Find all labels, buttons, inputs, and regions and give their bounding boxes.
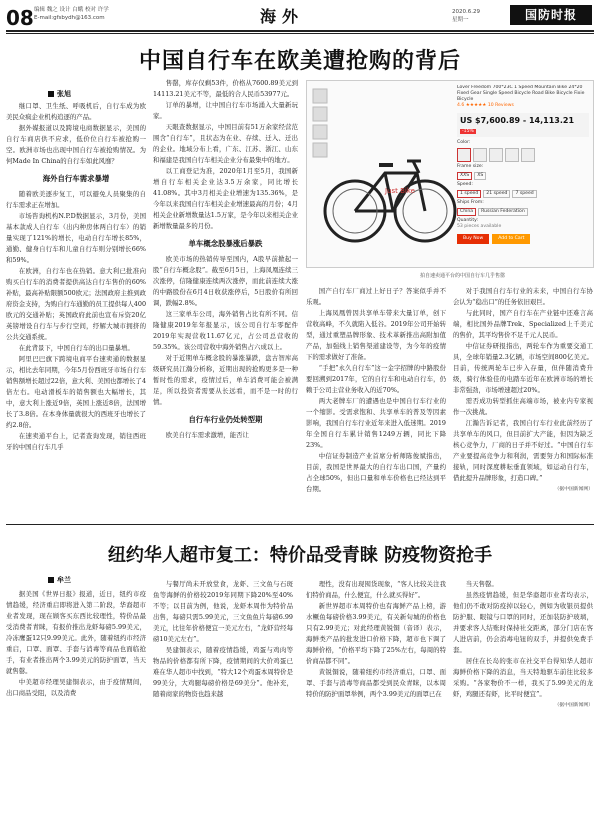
article1-headline: 中国自行车在欧美遭抢购的背后 bbox=[138, 49, 461, 74]
speed-option[interactable]: 1 speed bbox=[457, 190, 481, 198]
byline-square-icon bbox=[48, 577, 54, 583]
paragraph: 新世界超市本周特价也有海鲜产品上榜，游水鳜鱼每磅价格3.99美元，有关新旬城的价格也只有2.99美元；对此经理黄锐铜（音译）表示，海鲜类产品的批发进口价格下降，超市也下调了海鲜价格，“价格平均下降了25%左右，每周的特价商品都不同”。 bbox=[306, 602, 446, 665]
article1-column-3 bbox=[306, 286, 446, 518]
author-name: 牟兰 bbox=[57, 576, 71, 584]
weekday-line: 星期一 bbox=[452, 17, 469, 23]
paragraph: 天眼查数据显示，中国目前有51万余家经营范围含“自行车”，且状态为在业、存续、迁入、迁出的企业。地域分布上看，广东、江苏、浙江、山东和福建是我国自行车相关企业分布最集中的地方。 bbox=[153, 123, 298, 164]
paragraph: 订单的暴增，让中国自行车市场涌入大量新玩家。 bbox=[153, 101, 298, 120]
frame-size-label: Frame size: bbox=[457, 164, 484, 169]
ship-option[interactable]: China bbox=[457, 208, 476, 216]
issue-date bbox=[452, 8, 480, 24]
paragraph: 据外媒报道以及跨境电商数据显示，美国的自行车商店供不应求，低价位自行车被抢购一空。欧洲市场也出现中国自行车被抢购情况。为何Made In China的自行车如此风靡？ bbox=[6, 124, 146, 165]
article-divider bbox=[6, 524, 594, 525]
page-number: 08 bbox=[6, 6, 34, 30]
paragraph: 中信证券制造产业首席分析师陈俊斌指出，目前，我国是世界最大的自行车出口国，产量约占全球50%，但出口量和单车价格也已经达到平台期。 bbox=[306, 452, 446, 493]
paragraph: 吴建铜表示，随着疫情趋缓，鸡蛋与鸡肉等物品的价格都有所下降，疫情期间的大价鸡蛋已难在华人超市中找到，“特大12个鸡蛋本周特价是99美分，大鸡腿每磅价格是69美分”。他补充，随着商家的物资也趋来越 bbox=[153, 646, 293, 698]
listing-title: Lover Freedom 700*23C 1 Speed Mountain Bike 24*20 Fixed Gear Single Speed Bicycle Road Bike Bicycle Fixie Bicycle bbox=[457, 85, 585, 102]
article2-column-3 bbox=[306, 579, 446, 821]
editor-email: E-mail:gfsbydh@163.com bbox=[34, 15, 105, 21]
paragraph: 理性，没有出现囤货现象，“客人比较关注我们特价商品，什么便宜，什么就买得好”。 bbox=[306, 580, 446, 599]
article1-column-1 bbox=[6, 101, 146, 518]
quantity-label: Quantity: bbox=[457, 218, 479, 223]
paragraph: “手把”永久自行车”这一金字招牌的中路股份要回溯到2017年，它的自行车和电动自行车，仍赖于公司主营业务收入的近70%。 bbox=[306, 364, 446, 394]
subheading: 自行车行业仍处转型期 bbox=[188, 415, 263, 424]
header-rule-thin bbox=[6, 33, 594, 34]
section-title: 海外 bbox=[260, 7, 305, 26]
article1-byline bbox=[48, 89, 71, 99]
paragraph: 这三家单车公司，海外销售占比有所不同。信隆健康2019年年报显示，该公司自行车零配件2019年实现营收11.67亿元，占公司总营收的59.35%。该公司营收中海外销售占六成以上。 bbox=[153, 310, 298, 351]
subheading: 海外自行车需求暴增 bbox=[42, 174, 110, 183]
paragraph: 中信证券研报指出，两轮车作为重要交通工具，全球年销量2.3亿辆，市场空间800亿美元。目前，传统两轮车已步入存量，但伴随消费升级，骑行体验佳的电踏车近年在欧洲市场的增长非常强劲，市场增速超过20%。 bbox=[453, 342, 593, 394]
source-credit: （据中国新闻网） bbox=[554, 703, 593, 708]
article1-column-4 bbox=[453, 286, 593, 518]
color-swatch[interactable] bbox=[489, 148, 503, 162]
paragraph: 虽然疫情趋缓，但是华裔超市业者均表示，他们仍不敢对防疫掉以轻心，例如为收银员提供防护服、眼镜与口罩的同时，还加装防护玻璃，并要求客人结账时保持社交距离，部分门店在客人进店前，仍会消毒电钮的双手，并提供免费手套。 bbox=[453, 591, 593, 654]
size-option[interactable]: XS bbox=[474, 172, 486, 180]
availability-text: 53 pieces available bbox=[457, 224, 502, 229]
paragraph: 在速卖通平台上，记者查询发现，销往西班牙的中国自行车几乎 bbox=[6, 432, 146, 451]
size-option[interactable]: XXS bbox=[457, 172, 472, 180]
paragraph: 欧美市场的热销传导至国内，A股早前掀起一股“自行车概念股”。截至6月5日，上海凤凰连续三次涨停，信隆健康连续两次涨停，而此前连续大涨的中路股份在6月4日收获涨停后，5日股价有所回调，跌幅2.8%。 bbox=[153, 255, 298, 307]
paragraph: 国产自行车厂商过上好日子？答案似乎并不乐观。 bbox=[306, 287, 446, 306]
date-line: 2020.6.29 bbox=[452, 9, 480, 15]
buy-now-button[interactable]: Buy Now bbox=[457, 234, 489, 244]
discount-badge: -15% bbox=[462, 129, 474, 134]
paragraph: 两大老牌车厂的遭遇也是中国自行车行业的一个缩影。受需求饱和、共享单车的普及等因素影响，我国自行车行业近年来进入低迷期。2019年全国自行车累计销售1249万辆，同比下降23%。 bbox=[306, 397, 446, 449]
masthead bbox=[0, 0, 600, 34]
product-screenshot bbox=[306, 80, 594, 268]
article1-column-2 bbox=[153, 78, 298, 518]
paragraph: 上海凤凰曾因共享单车带来大量订单，创下营收高峰，不久就陷入低谷。2019年公司开始转型，通过重塑品牌形象、技术革新推出高附加值产品，加强线上销售渠道建设等，为今年的疫情下的需求做好了准备。 bbox=[306, 309, 446, 361]
article2-byline bbox=[48, 575, 71, 585]
article2-column-4 bbox=[453, 579, 593, 821]
paragraph: 江瀚告诉记者，我国自行车行业此前经历了共享单车的风口，但目前扩大产能，但因为缺乏核心竞争力，厂商的日子并不好过。“中国自行车产业要提高竞争力和利润，需要努力和国际标准接轨，同时深度耕耘垂直领域，如运动自行车，借此提升品牌形象，打造口碑。” bbox=[453, 419, 593, 482]
ships-from-label: Ships From: bbox=[457, 200, 484, 205]
byline-square-icon bbox=[48, 91, 54, 97]
add-to-cart-button[interactable]: Add to Cart bbox=[492, 234, 530, 244]
paragraph: 需否成功转型抓住高端市场，被业内专家视作一次挑战。 bbox=[453, 397, 593, 416]
color-swatch[interactable] bbox=[457, 148, 471, 162]
paragraph: 对于我国自行车行业的未来，中国自行车协会认为“稳出口”的任务依旧艰巨。 bbox=[453, 287, 593, 306]
color-label: Color: bbox=[457, 140, 471, 145]
photo-caption: 拍自速卖通平台的中国自行车几乎售罄 bbox=[420, 273, 506, 279]
paragraph: 阿里巴巴旗下跨境电商平台速卖通的数据显示，相比去年同期，今年5月份西班牙市场自行车销售额增长超过22倍，意大利、美国也都增长了4倍左右。电动滑板车的销售额也大幅增长，其中，意大利上涨近9倍，英国上涨近8倍，法国增长了3.8倍。在本身体量就很大的西班牙也增长了约2.8倍。 bbox=[6, 355, 146, 429]
listing-rating: 4.6 ★★★★★ 10 Reviews bbox=[457, 103, 514, 108]
paragraph: 随着欧美逐步复工，可以避免人员聚集的自行车需求正在增加。 bbox=[6, 190, 146, 209]
paragraph: 居住在长岛的张市在社交平台得知华人超市海鲜价格下降的消息，当天特地驱车前往比较多采购。“各家物价不一样，我买了5.99美元的龙虾，鸡腿还有虾，比平时便宜”。 bbox=[453, 657, 593, 698]
author-name: 张旭 bbox=[57, 90, 71, 98]
paragraph: 在欧洲，自行车也在热销。意大利已批准向购买自行车的消费者提供高达自行车售价的60%补贴，最高补贴限额500欧元；法国政府主推到政府资金支持，为购自行车通勤的员工提供每人400欧元的交通补贴；英国政府此前也宣布斥资20亿英镑增设自行车与步行空间，纾解大城市拥挤的公共交通系统。 bbox=[6, 267, 146, 341]
paragraph: 欧美自行车需求激增，能否让 bbox=[165, 431, 249, 439]
color-swatch[interactable] bbox=[505, 148, 519, 162]
bicycle-listing-image bbox=[307, 81, 593, 267]
bike-frame-text: Just Bike bbox=[385, 187, 415, 195]
source-credit: （据中国新闻网） bbox=[554, 487, 593, 492]
paragraph: 市场咨询机构N.P.D数据显示，3月份，美国基本款成人自行车（出内种房体两自行车）的销量实现了121%的增长，电动自行车增长85%，通勤、健身自行车和儿童自行车则分别增长66%和59%。 bbox=[6, 212, 146, 264]
speed-label: Speed: bbox=[457, 182, 473, 187]
color-swatch[interactable] bbox=[473, 148, 487, 162]
paragraph: 继口罩、卫生纸、呼吸机后，自行车成为欧美民众疯企业机构追逐的产品。 bbox=[6, 102, 146, 121]
header-rule bbox=[6, 30, 594, 32]
listing-price: US $7,600.89 - 14,113.21 bbox=[460, 116, 575, 125]
ship-option[interactable]: Russian Federation bbox=[478, 208, 528, 216]
editor-line: 编辑 魏之 设计 白蛾 校对 许学 bbox=[34, 7, 109, 13]
editor-info bbox=[34, 6, 154, 22]
paragraph: 售罄，库存仅剩53件，价格从7600.89美元到14113.21美元不等，最低的合人民币53977元。 bbox=[153, 79, 298, 98]
paragraph: 当天售罄。 bbox=[465, 580, 498, 588]
speed-option[interactable]: 21 speed bbox=[483, 190, 510, 198]
paragraph: 对于近期单车概念股的暴涨暴跌，盘古智库高级研究员江瀚分析称，近期出现的抢购更多是一种暂时性的需求，疫情过后，单车消费可能会被满足，所以投资者需要从长远看，而不是一时的行情。 bbox=[153, 354, 298, 406]
paragraph: 据美国《世界日报》报道，近日，纽约市疫情趋缓，经济重启即将进入第二阶段，华裔超市业者发现，现在顾客买东西比较理性，特价品最受消费者青睐，有报价推出龙虾每磅5.99美元，冷冻鹰蛋12只9.99美元。此外，随着纽约市经济重启，口罩、面罩、手套与消毒等商品也面临抢手，有业者推出两个3.99美元的防护面罩，当天就售罄。 bbox=[6, 590, 146, 675]
paragraph: 以工商登记为准，2020年1月至5月，我国新增自行车相关企业达3.5万余家，同比增长41.08%。其中3月相关企业增速为135.36%，是今年以来我国自行车相关企业增速最高的月份；4月相关企业新增数量达1.5万家，是今年以来相关企业新增数量最多的月份。 bbox=[153, 167, 298, 230]
paragraph: 中美超市经理吴建铜表示，由于疫情期间，出口商品受阻，以及消费 bbox=[6, 678, 146, 697]
paragraph: 黄锐铜说，随着纽约市经济重启，口罩、面罩、手套与消毒等商品都受到民众青睐，以本周特价的防护面罩举例，两个3.99美元的面罩已在 bbox=[306, 668, 446, 698]
newspaper-logo: 国防时报 bbox=[510, 5, 592, 25]
paragraph: 与餐厅尚未开放堂食，龙虾、三文鱼与石斑鱼等海鲜的价格较2019年同期下降20%至40%不等；以目前为例，他说，龙虾本周作为特价品出售，每磅只需5.99美元，三文鱼鱼片每磅6.99美元，比往年价格便宜一美元左右，“龙虾营经每磅10美元左右”。 bbox=[153, 580, 293, 643]
paragraph: 在此背景下，中国自行车的出口量暴增。 bbox=[18, 344, 134, 352]
subheading: 单车概念股暴涨后暴跌 bbox=[188, 239, 263, 248]
paragraph: 与此同时，国产自行车在产业链中还难言高端，相比国外品牌Trek、Specialized上千美元的售价，其平均售价不足千元人民币。 bbox=[453, 309, 593, 339]
article2-headline: 纽约华人超市复工：特价品受青睐 防疫物资抢手 bbox=[107, 545, 493, 566]
article2-column-1 bbox=[6, 589, 146, 821]
speed-option[interactable]: 7 speed bbox=[512, 190, 536, 198]
color-swatch[interactable] bbox=[521, 148, 535, 162]
article2-column-2 bbox=[153, 579, 293, 821]
